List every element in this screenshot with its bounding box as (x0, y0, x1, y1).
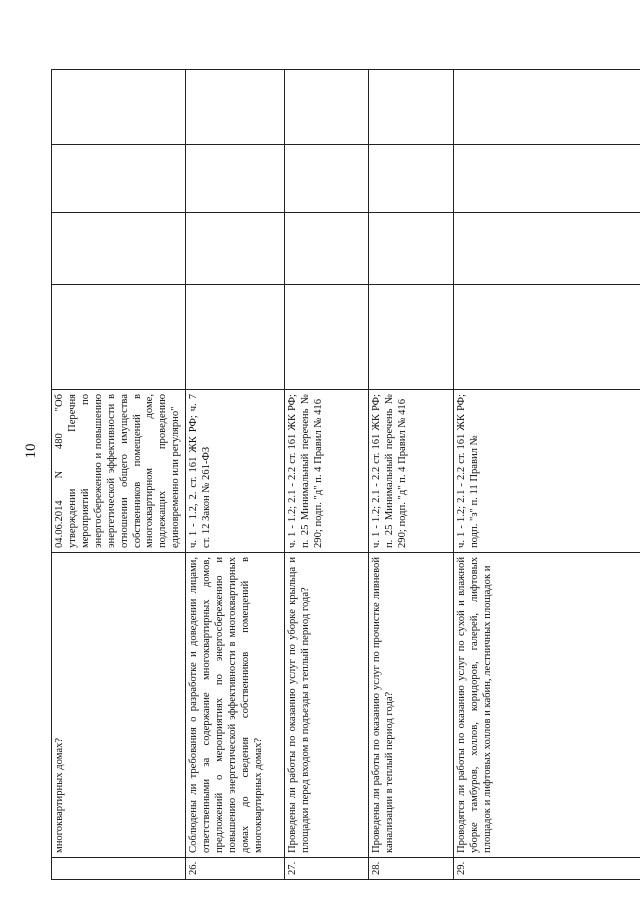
comment-cell (186, 70, 285, 145)
row-number: 27. (285, 858, 369, 880)
legal-reference-cell: ч. 1 - 1.2; 2.1 - 2.2 ст. 161 ЖК РФ; п. 25 Минимальный перечень № 290; подп. "д" п. 4 Правил № 416 (369, 390, 454, 553)
comment-cell (454, 70, 640, 145)
answer-cell (186, 285, 285, 390)
row-number: 28. (369, 858, 454, 880)
inspection-table-frame (51, 70, 601, 880)
table-row (369, 70, 454, 880)
question-cell: Проведены ли работы по оказанию услуг по прочистке ливневой канализации в теплый период года? (369, 553, 454, 858)
question-cell: Проведены ли работы по оказанию услуг по уборке крыльца и площадки перед входом в подъезды в теплый период года? (285, 553, 369, 858)
legal-reference-cell: 04.06.2014 N 480 "Об утверждении Перечня мероприятий по энергосбережению и повышению энергетической эффективности в отношении общего имущества собственников помещений в многоквартирном доме, подлежащих проведению единовременно или регулярно" (52, 390, 186, 553)
answer-cell (52, 145, 186, 213)
table-row (52, 70, 186, 880)
answer-cell (454, 213, 640, 285)
legal-reference-cell: ч. 1 - 1.2, 2. ст. 161 ЖК РФ; ч. 7 ст. 12 Закон № 261-ФЗ (186, 390, 285, 553)
answer-cell (186, 145, 285, 213)
question-cell: Проводятся ли работы по оказанию услуг по сухой и влажной уборке тамбуров, холлов, коридоров, галерей, лифтовых площадок и лифтовых холлов и кабин, лестничных площадок и (454, 553, 640, 858)
comment-cell (52, 70, 186, 145)
comment-cell (285, 70, 369, 145)
page-number: 10 (23, 443, 39, 459)
answer-cell (369, 213, 454, 285)
answer-cell (285, 213, 369, 285)
answer-cell (285, 145, 369, 213)
question-cell: многоквартирных домах? (52, 553, 186, 858)
answer-cell (454, 285, 640, 390)
answer-cell (369, 145, 454, 213)
table-row (285, 70, 369, 880)
answer-cell (52, 213, 186, 285)
answer-cell (285, 285, 369, 390)
answer-cell (52, 285, 186, 390)
row-number: 26. (186, 858, 285, 880)
answer-cell (454, 145, 640, 213)
comment-cell (369, 70, 454, 145)
question-cell: Соблюдены ли требования о разработке и доведении лицами, ответственными за содержание многоквартирных домов, предложений о мероприятиях по энергосбережению и повышению энергетической эффективности в многоквартирных домах до сведения собственников помещений в многоквартирных домах? (186, 553, 285, 858)
legal-reference-cell: ч. 1 - 1.2; 2.1 - 2.2 ст. 161 ЖК РФ; п. 25 Минимальный перечень № 290; подп. "д" п. 4 Правил № 416 (285, 390, 369, 553)
legal-reference-cell: ч. 1 - 1.2; 2.1 - 2.2 ст. 161 ЖК РФ; подп. "з" п. 11 Правил № (454, 390, 640, 553)
answer-cell (186, 213, 285, 285)
table-row (454, 70, 640, 880)
rotated-table-container (51, 70, 601, 880)
row-number: 29. (454, 858, 640, 880)
row-number (52, 858, 186, 880)
table-row (186, 70, 285, 880)
answer-cell (369, 285, 454, 390)
inspection-checklist-table (51, 69, 640, 880)
